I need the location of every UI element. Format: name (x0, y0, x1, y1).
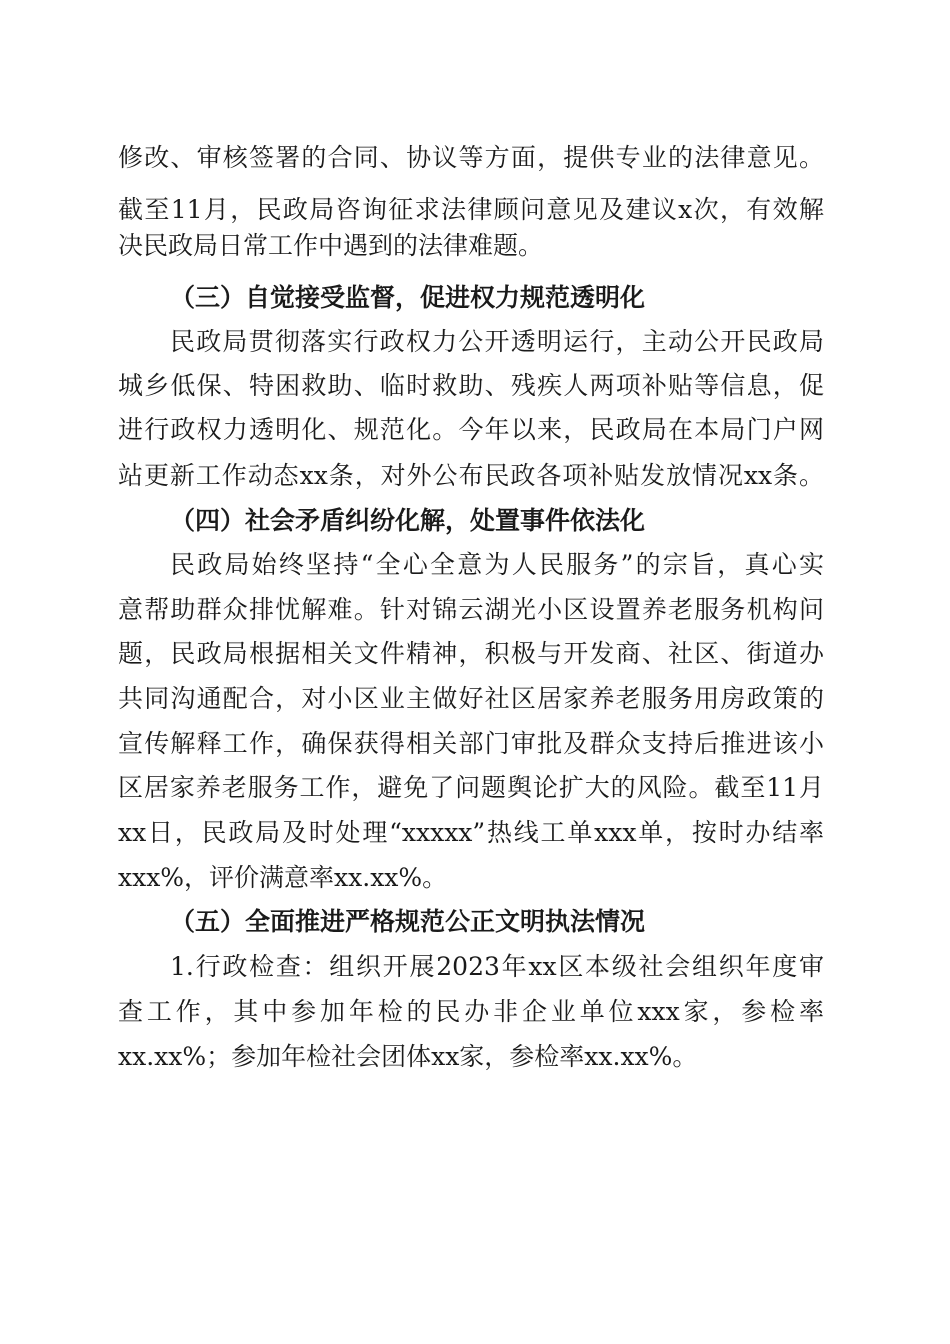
paragraph-line: 截至11月，民政局咨询征求法律顾问意见及建议x次，有效解 (118, 195, 824, 224)
paragraph-line: 进行政权力透明化、规范化。今年以来，民政局在本局门户网 (118, 415, 824, 444)
paragraph-line: 修改、审核签署的合同、协议等方面，提供专业的法律意见。 (118, 143, 824, 172)
paragraph-line: xxx%，评价满意率xx.xx%。 (118, 863, 448, 892)
section-heading-5: （五）全面推进严格规范公正文明执法情况 (170, 907, 646, 936)
paragraph-line: xx日，民政局及时处理“xxxxx”热线工单xxx单，按时办结率 (118, 818, 824, 847)
paragraph-line: 宣传解释工作，确保获得相关部门审批及群众支持后推进该小 (118, 729, 824, 758)
paragraph-line: 决民政局日常工作中遇到的法律难题。 (118, 231, 544, 260)
paragraph-line: 共同沟通配合，对小区业主做好社区居家养老服务用房政策的 (118, 684, 824, 713)
paragraph-line: 题，民政局根据相关文件精神，积极与开发商、社区、街道办 (118, 639, 824, 668)
section-heading-3: （三）自觉接受监督，促进权力规范透明化 (170, 283, 646, 312)
paragraph-line: 1.行政检查：组织开展2023年xx区本级社会组织年度审 (170, 952, 824, 981)
paragraph-line: 城乡低保、特困救助、临时救助、残疾人两项补贴等信息，促 (118, 371, 824, 400)
paragraph-line: xx.xx%；参加年检社会团体xx家，参检率xx.xx%。 (118, 1042, 698, 1071)
paragraph-line: 站更新工作动态xx条，对外公布民政各项补贴发放情况xx条。 (118, 461, 824, 490)
paragraph-line: 意帮助群众排忧解难。针对锦云湖光小区设置养老服务机构问 (118, 595, 824, 624)
paragraph-line: 民政局贯彻落实行政权力公开透明运行，主动公开民政局 (170, 327, 824, 356)
paragraph-line: 查工作，其中参加年检的民办非企业单位xxx家，参检率 (118, 997, 824, 1026)
section-heading-4: （四）社会矛盾纠纷化解，处置事件依法化 (170, 506, 646, 535)
paragraph-line: 民政局始终坚持“全心全意为人民服务”的宗旨，真心实 (170, 550, 824, 579)
paragraph-line: 区居家养老服务工作，避免了问题舆论扩大的风险。截至11月 (118, 773, 824, 802)
